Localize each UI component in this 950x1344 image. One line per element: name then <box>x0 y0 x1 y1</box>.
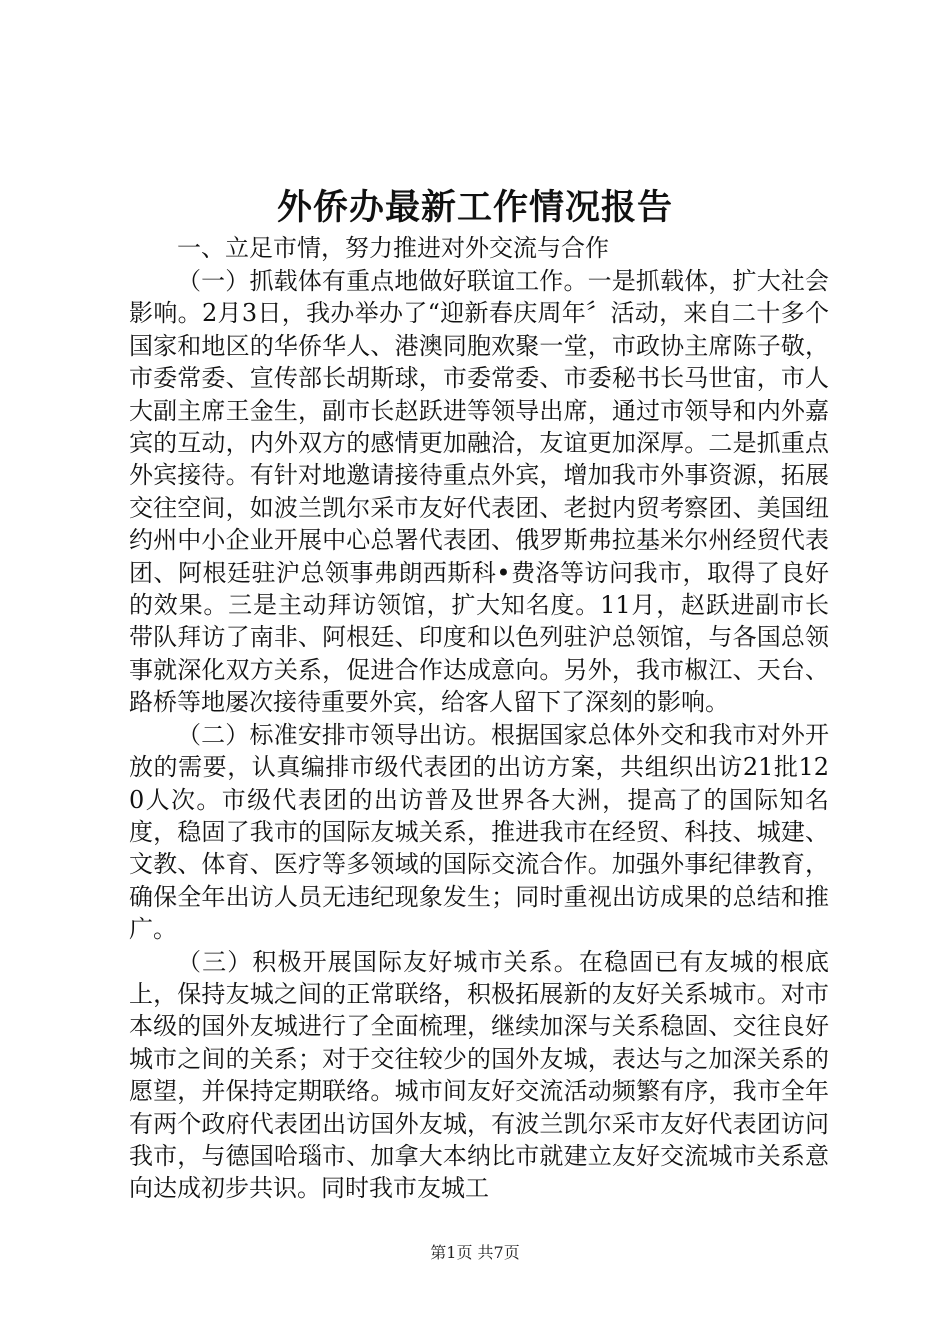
document-title: 外侨办最新工作情况报告 <box>276 187 673 228</box>
paragraph-1: （一）抓载体有重点地做好联谊工作。一是抓载体，扩大社会影响。2月3日，我办举办了“迎新春庆周年〞活动，来自二十多个国家和地区的华侨华人、港澳同胞欢聚一堂，市政协主席陈子敬，市委常委、宣传部长胡斯球，市委常委、市委秘书长马世宙，市人大副主席王金生，副市长赵跃进等领导出席，通过市领导和内外嘉宾的互动，内外双方的感情更加融洽，友谊更加深厚。二是抓重点外宾接待。有针对地邀请接待重点外宾，增加我市外事资源，拓展交往空间，如波兰凯尔采市友好代表团、老挝内贸考察团、美国纽约州中小企业开展中心总署代表团、俄罗斯弗拉基米尔州经贸代表团、阿根廷驻沪总领事弗朗西斯科•费洛等访问我市，取得了良好的效果。三是主动拜访领馆，扩大知名度。11月，赵跃进副市长带队拜访了南非、阿根廷、印度和以色列驻沪总领馆，与各国总领事就深化双方关系，促进合作达成意向。另外，我市椒江、天台、路桥等地屡次接待重要外宾，给客人留下了深刻的影响。 <box>129 267 829 717</box>
paragraph-2: （二）标准安排市领导出访。根据国家总体外交和我市对外开放的需要，认真编排市级代表团的出访方案，共组织出访21批120人次。市级代表团的出访普及世界各大洲，提高了的国际知名度，稳固了我市的国际友城关系，推进我市在经贸、科技、城建、文教、体育、医疗等多领域的国际交流合作。加强外事纪律教育，确保全年出访人员无违纪现象发生；同时重视出访成果的总结和推广。 <box>129 720 829 944</box>
paragraph-3: （三）积极开展国际友好城市关系。在稳固已有友城的根底上，保持友城之间的正常联络，积极拓展新的友好关系城市。对市本级的国外友城进行了全面梳理，继续加深与关系稳固、交往良好城市之间的关系；对于交往较少的国外友城，表达与之加深关系的愿望，并保持定期联络。城市间友好交流活动频繁有序，我市全年有两个政府代表团出访国外友城，有波兰凯尔采市友好代表团访问我市，与德国哈瑙市、加拿大本纳比市就建立友好交流城市关系意向达成初步共识。同时我市友城工 <box>129 947 829 1203</box>
document-body <box>129 232 829 1205</box>
section-heading: 一、立足市情，努力推进对外交流与合作 <box>177 234 609 262</box>
page-footer: 第1页 共7页 <box>430 1243 520 1262</box>
